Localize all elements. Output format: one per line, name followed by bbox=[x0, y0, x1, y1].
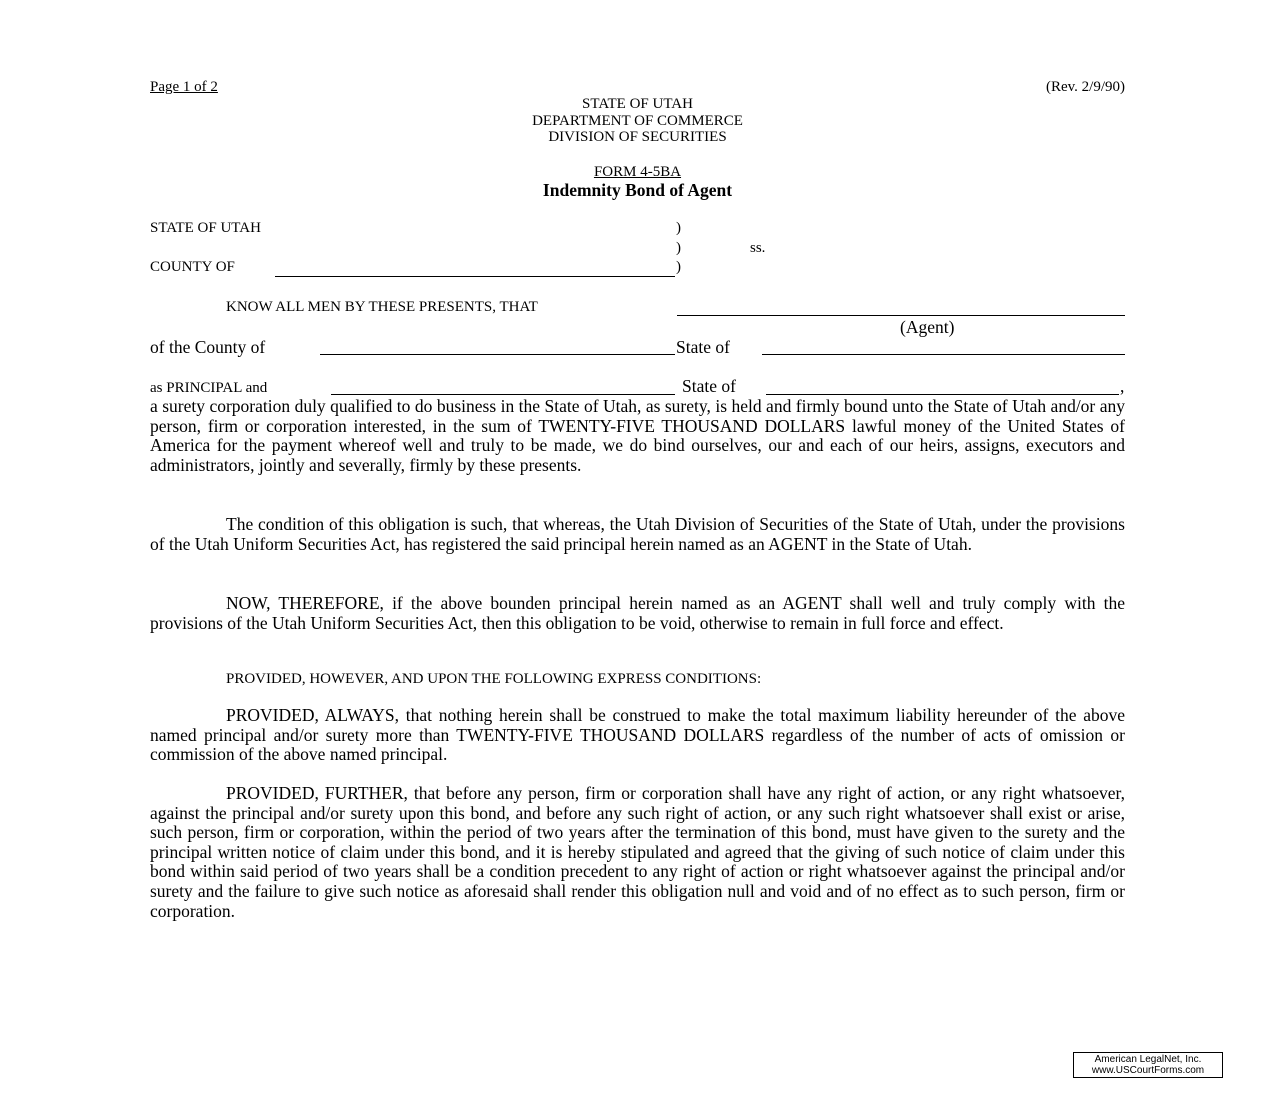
surety-name-field[interactable] bbox=[331, 378, 675, 395]
agent-caption: (Agent) bbox=[900, 317, 955, 337]
venue-paren-2: ) bbox=[676, 240, 681, 256]
venue-state-label: STATE OF UTAH bbox=[150, 220, 261, 236]
surety-paragraph: a surety corporation duly qualified to do business in the State of Utah, as surety, is held and firmly bound unto the State of Utah and/or any person, firm or corporation interested, in the sum of TWENTY-FIVE THOUSAND DOLLARS lawful money of the United States of America for the payment whereof well and truly to be made, we do bind ourselves, our and each of our heirs, assigns, executors and administrators, jointly and severally, firmly by these presents. bbox=[150, 396, 1125, 475]
surety-state-label: State of bbox=[682, 376, 736, 396]
county-field[interactable] bbox=[275, 260, 675, 277]
of-county-label: of the County of bbox=[150, 337, 266, 357]
page-number: Page 1 of 2 bbox=[150, 79, 218, 95]
now-therefore-paragraph: NOW, THEREFORE, if the above bounden principal herein named as an AGENT shall well and truly comply with the provisions of the Utah Uniform Securities Act, then this obligation to be void, otherwise to remain in full force and effect. bbox=[150, 593, 1125, 633]
condition-paragraph: The condition of this obligation is such, that whereas, the Utah Division of Securities of the State of Utah, under the provisions of the Utah Uniform Securities Act, has registered the said principal herein named as an AGENT in the State of Utah. bbox=[150, 514, 1125, 554]
state-heading: STATE OF UTAH bbox=[582, 96, 693, 112]
principal-text: as PRINCIPAL and bbox=[150, 380, 268, 396]
form-number-wrap bbox=[0, 163, 1275, 181]
agent-county-field[interactable] bbox=[320, 338, 675, 355]
publisher-stamp bbox=[1073, 1052, 1223, 1078]
division-heading: DIVISION OF SECURITIES bbox=[548, 129, 727, 145]
form-title: Indemnity Bond of Agent bbox=[542, 180, 733, 200]
as-principal-label bbox=[150, 376, 267, 397]
venue-county-label: COUNTY OF bbox=[150, 259, 235, 275]
know-all-men-text: KNOW ALL MEN BY THESE PRESENTS, THAT bbox=[226, 299, 538, 315]
venue-paren-3: ) bbox=[676, 259, 681, 275]
provided-always-paragraph: PROVIDED, ALWAYS, that nothing herein shall be construed to make the total maximum liability hereunder of the above named principal and/or surety more than TWENTY-FIVE THOUSAND DOLLARS regardless of the number of acts of omission or commission of the above named principal. bbox=[150, 705, 1125, 765]
provided-further-paragraph: PROVIDED, FURTHER, that before any person, firm or corporation shall have any right of action, or any right whatsoever, against the principal and/or surety upon this bond, and before any such right of action, or any such right whatsoever shall exist or arise, such person, firm or corporation, within the period of two years after the termination of this bond, must have given to the surety and the principal written notice of claim under this bond, and it is hereby stipulated and agreed that the giving of such notice of claim under this bond within said period of two years shall be a condition precedent to any right of action or right whatsoever against the principal and/or surety and the failure to give such notice as aforesaid shall render this obligation null and void and of no effect as to such person, firm or corporation. bbox=[150, 783, 1125, 921]
form-number: FORM 4-5BA bbox=[593, 164, 682, 180]
department-heading: DEPARTMENT OF COMMERCE bbox=[532, 113, 743, 129]
agent-state-field[interactable] bbox=[762, 338, 1125, 355]
venue-paren-1: ) bbox=[676, 220, 681, 236]
surety-state-field[interactable] bbox=[766, 378, 1119, 395]
agent-name-field[interactable] bbox=[677, 299, 1125, 316]
trailing-comma: , bbox=[1120, 376, 1125, 396]
publisher-website: www.USCourtForms.com bbox=[1091, 1065, 1205, 1076]
provided-heading: PROVIDED, HOWEVER, AND UPON THE FOLLOWING EXPRESS CONDITIONS: bbox=[226, 671, 762, 687]
publisher-name: American LegalNet, Inc. bbox=[1094, 1054, 1202, 1065]
agent-state-label: State of bbox=[676, 337, 730, 357]
venue-ss: ss. bbox=[750, 240, 766, 256]
revision-date: (Rev. 2/9/90) bbox=[1045, 79, 1125, 95]
